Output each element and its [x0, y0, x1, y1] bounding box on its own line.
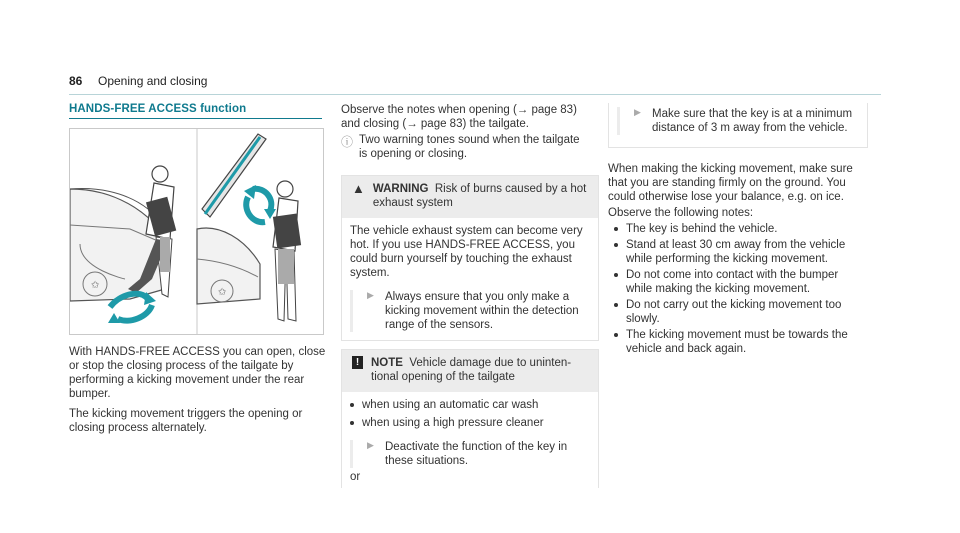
trigger-line: The kicking movement triggers the opening or [69, 408, 303, 420]
notice-or: or [350, 471, 361, 483]
info-line: is opening or closing. [359, 148, 468, 160]
note-bullet: vehicle and back again. [626, 343, 747, 355]
notice-label: NOTE [371, 357, 403, 369]
action-arrow-icon: ▶ [634, 107, 641, 117]
bullet-dot [350, 421, 354, 425]
bullet-dot [614, 273, 618, 277]
page-number: 86 [69, 74, 83, 88]
notice-head [342, 350, 598, 392]
note-bullet: Do not come into contact with the bumper [626, 269, 839, 281]
notice-title: Vehicle damage due to uninten- [409, 357, 572, 369]
bullet-dot [350, 403, 354, 407]
notice-title: tional opening of the tailgate [371, 371, 515, 383]
col3-action-box [608, 103, 868, 148]
notice-icon: ! [352, 356, 363, 369]
kick-note-line: could otherwise lose your balance, e.g. on ice. [608, 191, 844, 203]
section-title: Opening and closing [98, 74, 208, 88]
warning-head [342, 176, 598, 218]
warning-title: exhaust system [372, 197, 453, 209]
intro-line: or stop the closing process of the tailgate by [69, 360, 294, 372]
action-arrow-icon: ▶ [367, 290, 374, 300]
person-right [273, 181, 301, 321]
warning-action-line: kicking movement within the detection [385, 305, 579, 317]
note-bullet: slowly. [626, 313, 660, 325]
kick-illustration [69, 128, 324, 335]
notice-bullet: when using an automatic car wash [362, 399, 539, 411]
warning-title: Risk of burns caused by a hot [434, 183, 587, 195]
notice-action [350, 440, 590, 468]
warning-box [341, 175, 599, 341]
kick-note-line: that you are standing firmly on the ground. You [608, 177, 846, 189]
warning-action [350, 290, 590, 332]
intro-line: performing a kicking movement under the rear [69, 374, 305, 386]
note-bullet: Do not carry out the kicking movement too [626, 299, 842, 311]
notice-action-line: Deactivate the function of the key in [385, 441, 568, 453]
note-bullet: while making the kicking movement. [626, 283, 811, 295]
svg-text:✩: ✩ [218, 287, 227, 298]
notice-action-line: these situations. [385, 455, 469, 467]
svg-text:✩: ✩ [91, 280, 100, 291]
kick-note-line: When making the kicking movement, make sure [608, 163, 853, 175]
col2 [341, 103, 599, 488]
note-bullet: Stand at least 30 cm away from the vehicle [626, 239, 846, 251]
bullet-dot [614, 303, 618, 307]
bullet-dot [614, 227, 618, 231]
warning-label: WARNING [372, 183, 429, 195]
warning-icon: ▲ [352, 181, 365, 196]
heading-rule [69, 118, 322, 119]
warning-body: The vehicle exhaust system can become very [350, 225, 583, 237]
col3-text [608, 162, 878, 356]
intro-line: With HANDS-FREE ACCESS you can open, close [69, 346, 326, 358]
col3-action-line: Make sure that the key is at a minimum [652, 108, 853, 120]
header-rule [69, 94, 881, 95]
trigger-line: closing process alternately. [69, 422, 207, 434]
warning-body: hot. If you use HANDS-FREE ACCESS, you [350, 239, 575, 251]
note-bullet: The key is behind the vehicle. [626, 223, 778, 235]
observe-line: and closing (→ page 83) the tailgate. [341, 118, 529, 130]
tailgate-arrow-icon [244, 185, 276, 222]
intro-line: bumper. [69, 388, 111, 400]
info-line: Two warning tones sound when the tailgate [359, 134, 580, 146]
bullet-dot [614, 243, 618, 247]
function-heading: HANDS-FREE ACCESS function [69, 103, 247, 115]
observe-line: Observe the notes when opening (→ page 83) [341, 104, 577, 116]
warning-action-line: range of the sensors. [385, 319, 494, 331]
warning-body: system. [350, 267, 390, 279]
col3-action-line: distance of 3 m away from the vehicle. [652, 122, 848, 134]
col3-action [617, 107, 867, 135]
observe-notes: Observe the following notes: [608, 207, 754, 219]
note-bullet: while performing the kicking movement. [626, 253, 828, 265]
warning-body: could burn yourself by touching the exhaust [350, 253, 572, 265]
info-icon: ⓘ [341, 135, 354, 149]
bullet-dot [614, 333, 618, 337]
notice-bullet: when using a high pressure cleaner [362, 417, 544, 429]
notice-box [341, 349, 599, 488]
warning-action-line: Always ensure that you only make a [385, 291, 570, 303]
kick-illustration-svg [70, 129, 323, 334]
note-bullet: The kicking movement must be towards the [626, 329, 848, 341]
action-arrow-icon: ▶ [367, 440, 374, 450]
col1-text [69, 345, 329, 435]
